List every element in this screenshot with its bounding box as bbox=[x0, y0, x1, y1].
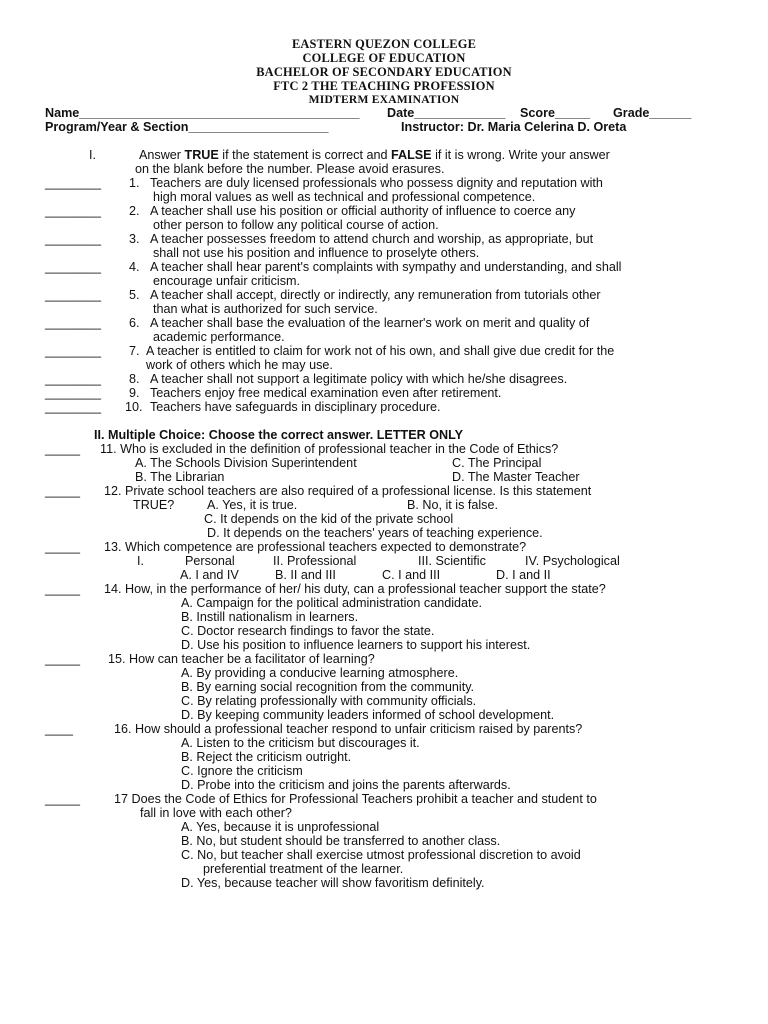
item-number: 2. bbox=[129, 204, 140, 218]
choice: D. By keeping community leaders informed of school development. bbox=[181, 708, 555, 722]
choice: C. I and III bbox=[382, 568, 441, 582]
choice: B. The Librarian bbox=[135, 470, 225, 484]
statement-text: Teachers enjoy free medical examination even after retirement. bbox=[150, 386, 502, 400]
answer-blank: ________ bbox=[45, 232, 102, 246]
choice: B. II and III bbox=[275, 568, 336, 582]
question-17: 17 Does the Code of Ethics for Professional Teachers prohibit a teacher and student to bbox=[114, 792, 597, 806]
choice: D. Probe into the criticism and joins the parents afterwards. bbox=[181, 778, 511, 792]
choice: C. The Principal bbox=[452, 456, 542, 470]
statement-text-continued: shall not use his position and influence to proselyte others. bbox=[153, 246, 480, 260]
part1-instructions-line2: on the blank before the number. Please avoid erasures. bbox=[135, 162, 445, 176]
question-16: 16. How should a professional teacher respond to unfair criticism raised by parents? bbox=[114, 722, 583, 736]
choice: D. The Master Teacher bbox=[452, 470, 580, 484]
statement-text: A teacher shall not support a legitimate policy with which he/she disagrees. bbox=[150, 372, 568, 386]
choice: A. Yes, because it is unprofessional bbox=[181, 820, 380, 834]
statement-text: A teacher shall accept, directly or indirectly, any remuneration from tutorials other bbox=[150, 288, 601, 302]
choice: A. The Schools Division Superintendent bbox=[135, 456, 357, 470]
choice: B. No, it is false. bbox=[407, 498, 498, 512]
choice-continuation: preferential treatment of the learner. bbox=[203, 862, 404, 876]
answer-blank: ________ bbox=[45, 176, 102, 190]
answer-blank: ________ bbox=[45, 288, 102, 302]
department-name: COLLEGE OF EDUCATION bbox=[302, 51, 466, 65]
statement-text: A teacher shall use his position or official authority of influence to coerce any bbox=[150, 204, 576, 218]
answer-blank: ____ bbox=[45, 722, 74, 736]
statement-text-continued: high moral values as well as technical and professional competence. bbox=[153, 190, 536, 204]
date-line: Date_____________ bbox=[387, 106, 506, 120]
question-17-line2: fall in love with each other? bbox=[140, 806, 292, 820]
part1-number: I. bbox=[89, 148, 96, 162]
statement-text-continued: academic performance. bbox=[153, 330, 285, 344]
answer-blank: _____ bbox=[45, 582, 81, 596]
statement-text-continued: other person to follow any political course of action. bbox=[153, 218, 439, 232]
answer-blank: ________ bbox=[45, 386, 102, 400]
item-number: 4. bbox=[129, 260, 140, 274]
item-number: 9. bbox=[129, 386, 140, 400]
choice: D. Yes, because teacher will show favoritism definitely. bbox=[181, 876, 485, 890]
statement-text: A teacher is entitled to claim for work not of his own, and shall give due credit for the bbox=[146, 344, 615, 358]
choice: A. Campaign for the political administration candidate. bbox=[181, 596, 483, 610]
program-name: BACHELOR OF SECONDARY EDUCATION bbox=[256, 65, 512, 79]
choice: B. By earning social recognition from the community. bbox=[181, 680, 475, 694]
name-line: Name________________________________________ bbox=[45, 106, 360, 120]
answer-blank: _____ bbox=[45, 540, 81, 554]
option: Personal bbox=[185, 554, 235, 568]
course-title: FTC 2 THE TEACHING PROFESSION bbox=[273, 79, 495, 93]
choice: A. By providing a conducive learning atmosphere. bbox=[181, 666, 459, 680]
item-number: 5. bbox=[129, 288, 140, 302]
answer-blank: _____ bbox=[45, 652, 81, 666]
statement-text-continued: work of others which he may use. bbox=[146, 358, 333, 372]
answer-blank: ________ bbox=[45, 372, 102, 386]
choice: D. I and II bbox=[496, 568, 551, 582]
item-number: 7. bbox=[129, 344, 140, 358]
question-13: 13. Which competence are professional teachers expected to demonstrate? bbox=[104, 540, 527, 554]
item-number: 6. bbox=[129, 316, 140, 330]
item-number: 10. bbox=[125, 400, 143, 414]
answer-blank: ________ bbox=[45, 344, 102, 358]
answer-blank: ________ bbox=[45, 316, 102, 330]
statement-text-continued: encourage unfair criticism. bbox=[153, 274, 300, 288]
score-line: Score_____ bbox=[520, 106, 591, 120]
question-11: 11. Who is excluded in the definition of professional teacher in the Code of Ethics? bbox=[100, 442, 559, 456]
statement-text: Teachers have safeguards in disciplinary procedure. bbox=[150, 400, 441, 414]
option: III. Scientific bbox=[418, 554, 486, 568]
answer-blank: ________ bbox=[45, 260, 102, 274]
part1-instructions: Answer TRUE if the statement is correct and FALSE if it is wrong. Write your answer bbox=[139, 148, 610, 162]
choice: D. It depends on the teachers' years of teaching experience. bbox=[207, 526, 543, 540]
option: II. Professional bbox=[273, 554, 357, 568]
item-number: 3. bbox=[129, 232, 140, 246]
choice: C. No, but teacher shall exercise utmost professional discretion to avoid bbox=[181, 848, 581, 862]
instructor-line: Instructor: Dr. Maria Celerina D. Oreta bbox=[401, 120, 627, 134]
option: IV. Psychological bbox=[525, 554, 620, 568]
choice: C. It depends on the kid of the private school bbox=[204, 512, 454, 526]
grade-line: Grade______ bbox=[613, 106, 692, 120]
item-number: 8. bbox=[129, 372, 140, 386]
part2-title: II. Multiple Choice: Choose the correct answer. LETTER ONLY bbox=[94, 428, 464, 442]
option: I. bbox=[137, 554, 144, 568]
choice: D. Use his position to influence learners to support his interest. bbox=[181, 638, 531, 652]
statement-text: A teacher shall hear parent's complaints with sympathy and understanding, and shall bbox=[150, 260, 622, 274]
answer-blank: _____ bbox=[45, 792, 81, 806]
statement-text-continued: than what is authorized for such service. bbox=[153, 302, 378, 316]
question-15: 15. How can teacher be a facilitator of learning? bbox=[108, 652, 375, 666]
answer-blank: ________ bbox=[45, 400, 102, 414]
choice: B. Instill nationalism in learners. bbox=[181, 610, 359, 624]
question-14: 14. How, in the performance of her/ his duty, can a professional teacher support the state? bbox=[104, 582, 606, 596]
choice: A. Yes, it is true. bbox=[207, 498, 298, 512]
statement-text: Teachers are duly licensed professionals who possess dignity and reputation with bbox=[150, 176, 603, 190]
program-section-line: Program/Year & Section____________________ bbox=[45, 120, 329, 134]
question-12: 12. Private school teachers are also required of a professional license. Is this statement bbox=[104, 484, 592, 498]
answer-blank: _____ bbox=[45, 442, 81, 456]
choice: C. Ignore the criticism bbox=[181, 764, 303, 778]
choice: C. Doctor research findings to favor the state. bbox=[181, 624, 435, 638]
answer-blank: ________ bbox=[45, 204, 102, 218]
choice: A. I and IV bbox=[180, 568, 239, 582]
item-number: 1. bbox=[129, 176, 140, 190]
statement-text: A teacher possesses freedom to attend church and worship, as appropriate, but bbox=[150, 232, 594, 246]
statement-text: A teacher shall base the evaluation of the learner's work on merit and quality of bbox=[150, 316, 590, 330]
choice: B. Reject the criticism outright. bbox=[181, 750, 352, 764]
choice: A. Listen to the criticism but discourages it. bbox=[181, 736, 420, 750]
college-name: EASTERN QUEZON COLLEGE bbox=[291, 37, 477, 51]
answer-blank: _____ bbox=[45, 484, 81, 498]
question-12-line2: TRUE? bbox=[133, 498, 175, 512]
exam-title: MIDTERM EXAMINATION bbox=[308, 93, 460, 106]
choice: C. By relating professionally with community officials. bbox=[181, 694, 477, 708]
choice: B. No, but student should be transferred to another class. bbox=[181, 834, 501, 848]
